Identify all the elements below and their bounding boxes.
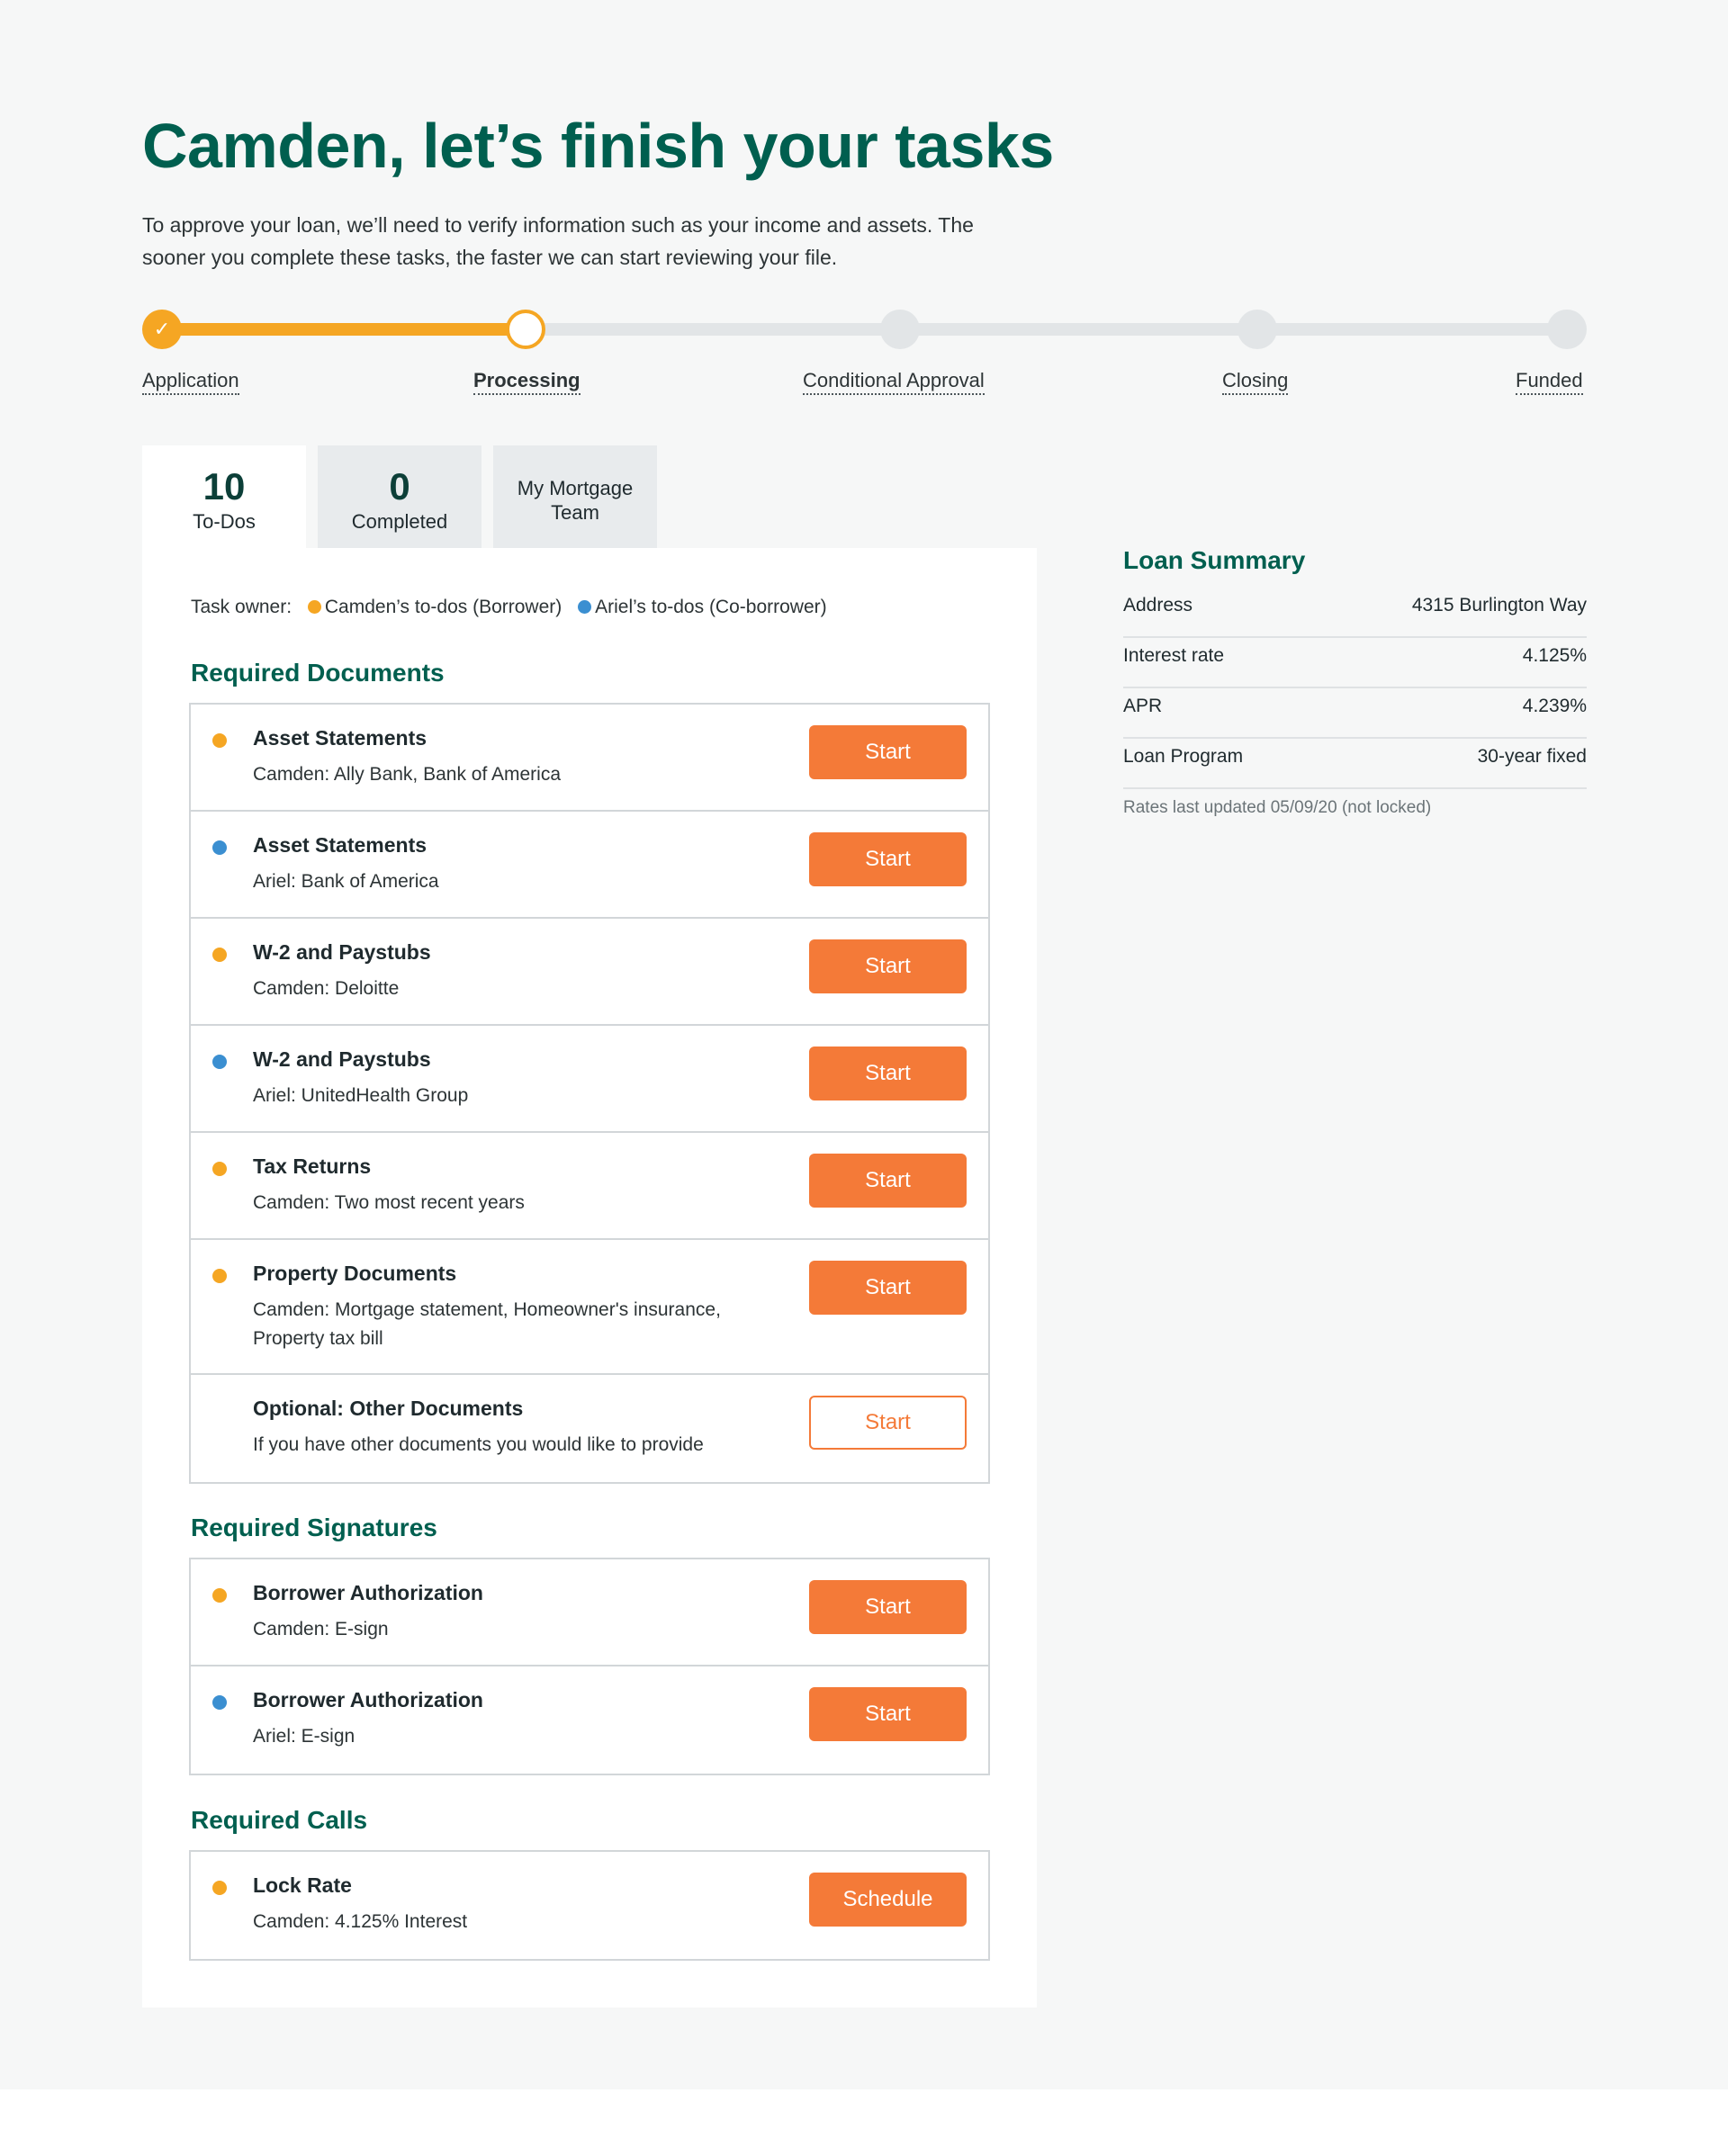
borrower-dot-icon (212, 1269, 227, 1283)
task-owner-label: Task owner: (191, 597, 292, 617)
summary-row-loan-program (1123, 739, 1587, 789)
loan-summary-title: Loan Summary (1123, 546, 1306, 574)
borrower-legend: Camden’s to-dos (Borrower) (324, 597, 562, 617)
task-owner-legend (191, 597, 827, 618)
schedule-button[interactable]: Schedule (809, 1873, 967, 1927)
task-description: Camden: Mortgage statement, Homeowner's insurance, Property tax bill (253, 1299, 721, 1349)
current-step-indicator (506, 310, 545, 349)
start-button[interactable]: Start (809, 1580, 967, 1634)
tab-label-completed: Completed (351, 510, 448, 533)
task-description: Camden: Ally Bank, Bank of America (253, 764, 561, 785)
check-icon: ✓ (142, 310, 182, 349)
borrower-dot-icon (308, 600, 321, 614)
task-description: Ariel: UnitedHealth Group (253, 1085, 469, 1106)
borrower-dot-icon (212, 1588, 227, 1603)
coborrower-dot-icon (212, 1055, 227, 1069)
coborrower-dot-icon (212, 840, 227, 855)
calls-list (189, 1850, 990, 1961)
coborrower-dot-icon (212, 1695, 227, 1710)
borrower-dot-icon (212, 1162, 227, 1176)
progress-fill (162, 323, 538, 336)
completed-count: 0 (389, 465, 410, 508)
task-title: Borrower Authorization (253, 1581, 483, 1604)
loan-summary (1123, 546, 1587, 818)
summary-row-interest-rate (1123, 638, 1587, 688)
task-title: Optional: Other Documents (253, 1397, 524, 1420)
section-title-calls: Required Calls (191, 1806, 368, 1834)
step-dot-conditional (880, 310, 920, 349)
todo-count: 10 (202, 465, 246, 508)
list-item (191, 1375, 988, 1482)
tab-completed[interactable] (318, 445, 482, 548)
start-button[interactable]: Start (809, 832, 967, 886)
task-title: Borrower Authorization (253, 1688, 483, 1711)
start-button[interactable]: Start (809, 1261, 967, 1315)
borrower-dot-icon (212, 1881, 227, 1895)
start-optional-button[interactable]: Start (809, 1396, 967, 1450)
section-title-signatures: Required Signatures (191, 1514, 437, 1541)
list-item (191, 919, 988, 1026)
summary-value: 4.125% (1522, 645, 1587, 666)
task-description: If you have other documents you would like to provide (253, 1434, 704, 1455)
rates-note: Rates last updated 05/09/20 (not locked) (1123, 798, 1432, 817)
summary-value: 4315 Burlington Way (1411, 595, 1587, 615)
step-label-conditional-approval[interactable]: Conditional Approval (803, 369, 985, 395)
tab-label-to-dos: To-Dos (193, 510, 256, 533)
start-button[interactable]: Start (809, 1687, 967, 1741)
task-title: Lock Rate (253, 1873, 352, 1897)
tab-to-dos[interactable] (142, 445, 306, 548)
list-item (191, 1240, 988, 1375)
summary-label: Address (1123, 595, 1193, 615)
page-title: Camden, let’s finish your tasks (142, 111, 1054, 181)
tab-my-mortgage-team[interactable] (493, 445, 657, 548)
start-button[interactable]: Start (809, 725, 967, 779)
section-title-documents: Required Documents (191, 659, 445, 687)
summary-label: Interest rate (1123, 645, 1225, 666)
progress-tracker (142, 306, 1587, 396)
task-description: Ariel: E-sign (253, 1726, 356, 1747)
tab-label-team-line2: Team (551, 501, 599, 524)
step-label-processing[interactable]: Processing (473, 369, 580, 395)
summary-value: 30-year fixed (1477, 746, 1587, 767)
task-title: W-2 and Paystubs (253, 1047, 431, 1071)
list-item (191, 1852, 988, 1959)
step-label-funded[interactable]: Funded (1516, 369, 1583, 395)
coborrower-dot-icon (578, 600, 591, 614)
list-item (191, 812, 988, 919)
summary-row-apr (1123, 688, 1587, 739)
summary-label: APR (1123, 696, 1163, 716)
task-title: Asset Statements (253, 726, 428, 750)
step-dot-closing (1238, 310, 1277, 349)
task-description: Camden: Deloitte (253, 978, 400, 999)
task-description: Camden: 4.125% Interest (253, 1911, 468, 1932)
borrower-dot-icon (212, 948, 227, 962)
start-button[interactable]: Start (809, 1047, 967, 1100)
list-item (191, 1559, 988, 1666)
borrower-dot-icon (212, 733, 227, 748)
start-button[interactable]: Start (809, 939, 967, 993)
step-label-application[interactable]: Application (142, 369, 239, 395)
tab-label-team-line1: My Mortgage (517, 477, 634, 499)
list-item (191, 705, 988, 812)
summary-row-address (1123, 588, 1587, 638)
task-title: Tax Returns (253, 1154, 372, 1178)
summary-label: Loan Program (1123, 746, 1244, 767)
signatures-list (189, 1558, 990, 1775)
list-item (191, 1133, 988, 1240)
list-item (191, 1666, 988, 1774)
step-dot-funded (1547, 310, 1587, 349)
list-item (191, 1026, 988, 1133)
documents-list (189, 703, 990, 1484)
summary-value: 4.239% (1522, 696, 1587, 716)
task-description: Camden: E-sign (253, 1619, 389, 1639)
task-title: Property Documents (253, 1262, 457, 1285)
task-title: W-2 and Paystubs (253, 940, 431, 964)
step-label-closing[interactable]: Closing (1222, 369, 1288, 395)
task-description: Ariel: Bank of America (253, 871, 439, 892)
task-description: Camden: Two most recent years (253, 1192, 525, 1213)
task-title: Asset Statements (253, 833, 428, 857)
todo-panel (142, 548, 1037, 2008)
start-button[interactable]: Start (809, 1154, 967, 1208)
intro-text: To approve your loan, we’ll need to verify information such as your income and assets. The sooner you complete these tasks, the faster we can start reviewing your file. (142, 213, 974, 269)
coborrower-legend: Ariel’s to-dos (Co-borrower) (595, 597, 827, 617)
